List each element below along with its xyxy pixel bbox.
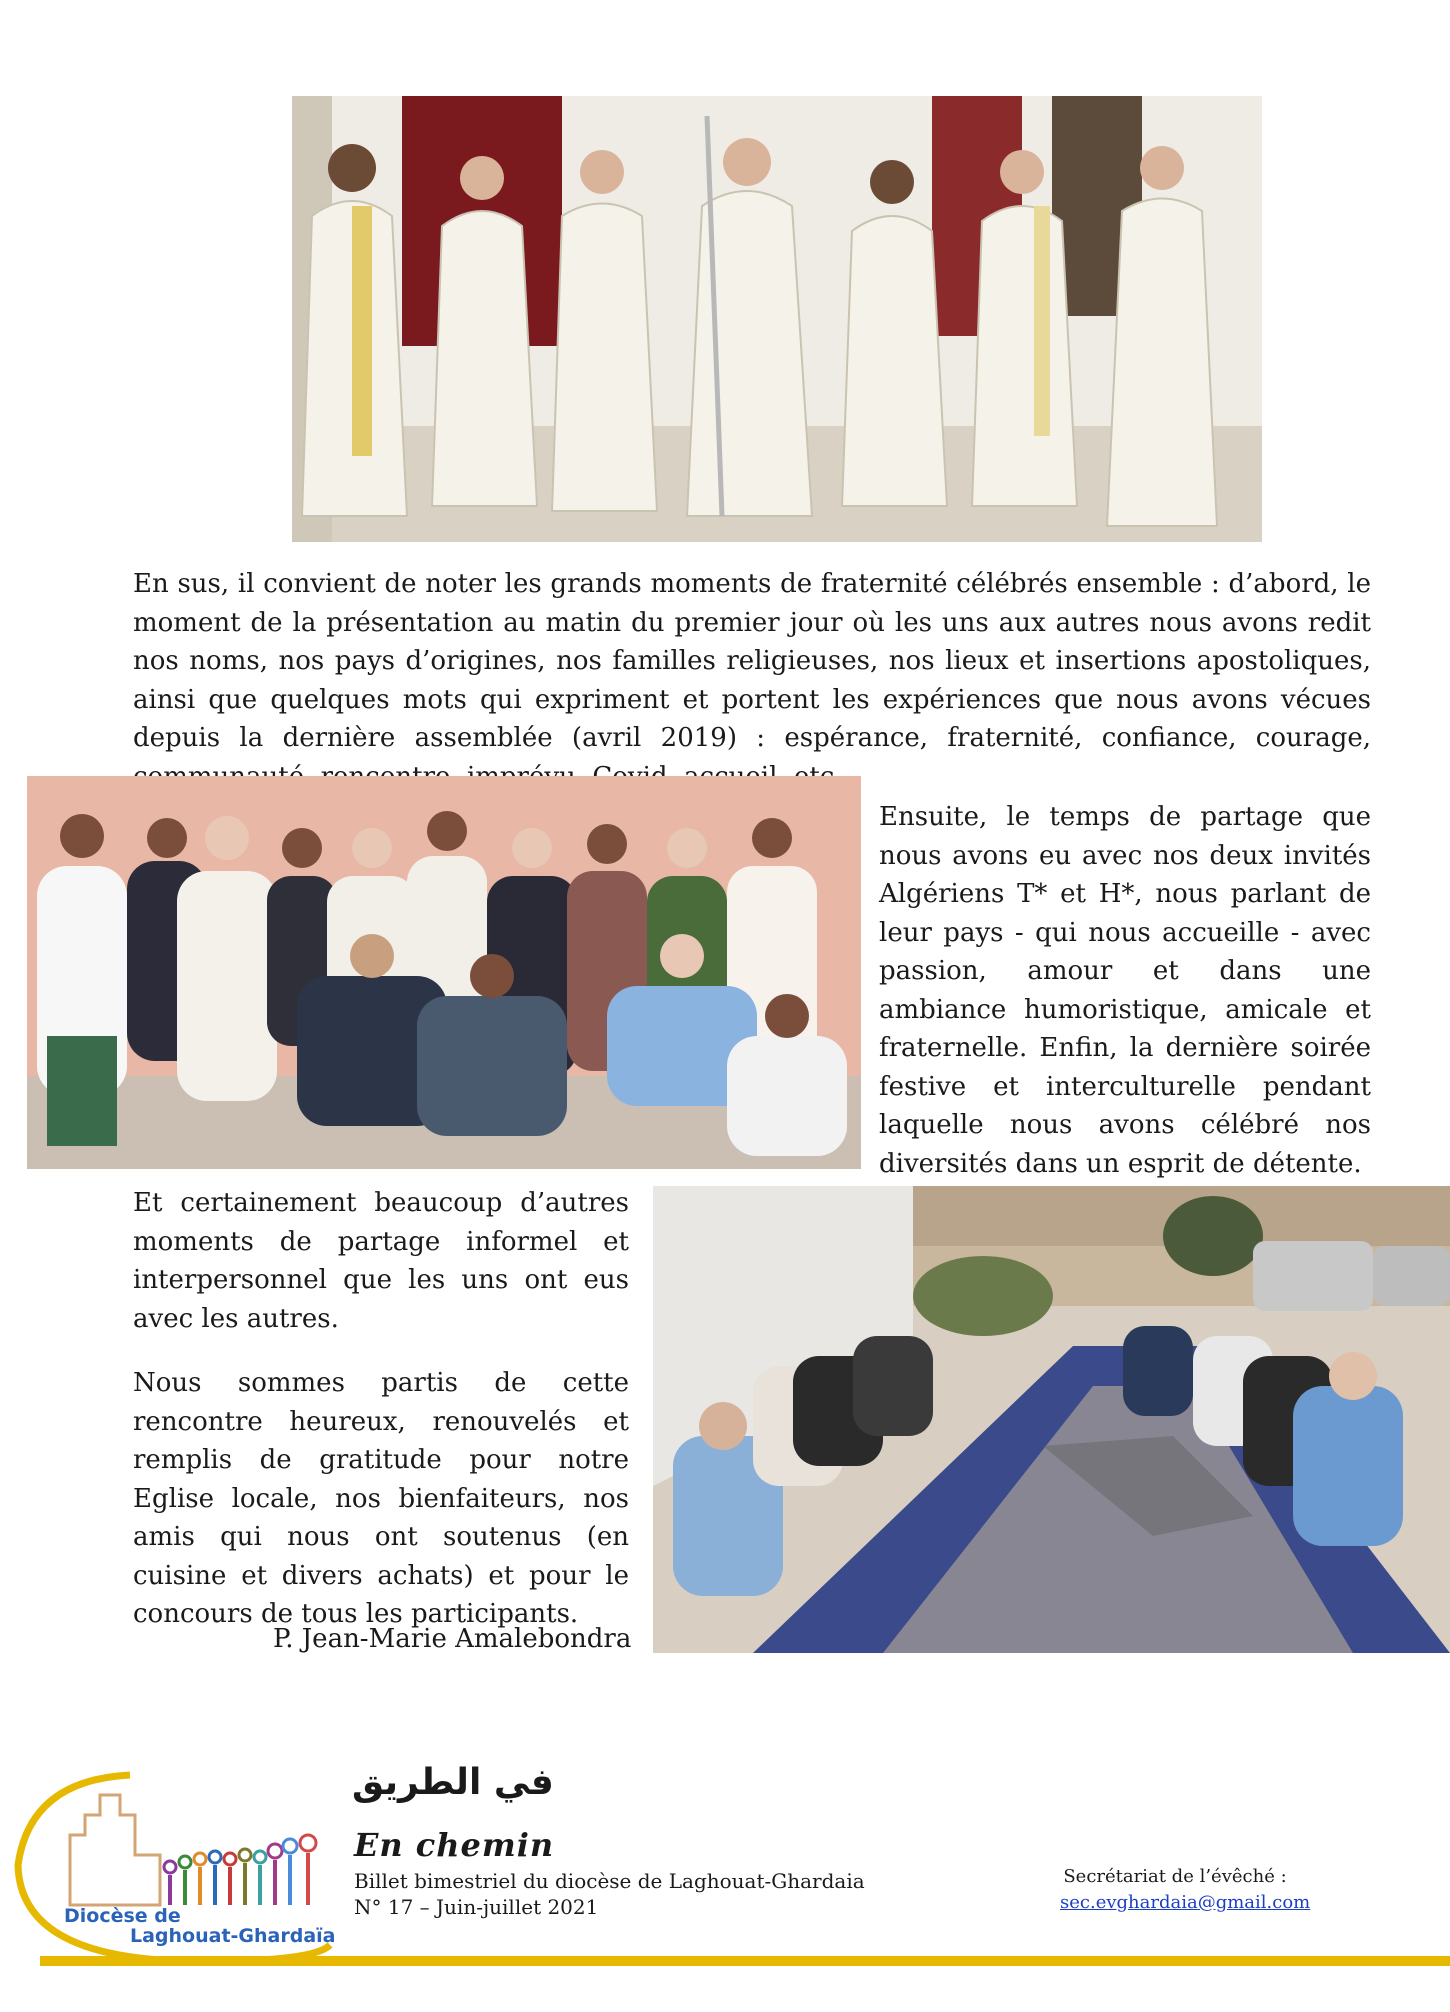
logo-text-line-2: Laghouat-Ghardaïa [130, 1925, 336, 1947]
footer-arabic-title: في الطريق [352, 1762, 554, 1803]
footer-title: En chemin [354, 1826, 555, 1864]
photo-outdoor-meal [653, 1186, 1450, 1653]
author-signature: P. Jean-Marie Amalebondra [273, 1624, 632, 1654]
paragraph-conclusion [133, 1364, 629, 1634]
footer-issue: N° 17 – Juin-juillet 2021 [354, 1895, 599, 1919]
contact-label: Secrétariat de l’évêché : [1063, 1866, 1287, 1887]
paragraph-sharing [879, 798, 1371, 1183]
footer-subtitle: Billet bimestriel du diocèse de Laghouat-Ghardaia [354, 1869, 865, 1893]
paragraph-intro [133, 565, 1371, 796]
paragraph-conclusion-text: Nous sommes partis de cette rencontre heureux, renouvelés et remplis de gratitude pour notre Eglise locale, nos bienfaiteurs, nos amis qui nous ont soutenus (en cuisine et divers achats) et pour le concours de tous les participants. [133, 1368, 629, 1629]
paragraph-intro-text: En sus, il convient de noter les grands moments de fraternité célébrés ensemble : d’abord, le moment de la présentation au matin du premier jour où les uns aux autres nous avons redit nos noms, nos pays d’origines, nos familles religieuses, nos lieux et insertions apostoliques, ainsi que quelques mots qui expriment et portent les expériences que nous avons vécues depuis la dernière assemblée (avril 2019) : espérance, fraternité, confiance, courage, [133, 569, 1371, 753]
contact-email-link[interactable]: sec.evghardaia@gmail.com [1060, 1892, 1311, 1913]
footer-contact [1060, 1864, 1311, 1916]
logo-text-line-1: Diocèse de [64, 1905, 181, 1927]
paragraph-sharing-text: Ensuite, le temps de partage que nous avons eu avec nos deux invités Algériens T* et H*, nous parlant de leur pays - qui nous accueille - avec passion, amour et dans une ambiance humoristique, amicale et fraternelle. Enfin, la dernière soirée festive et interculturelle pendant laquelle nous avons célébré nos diversités dans un esprit de détente. [879, 802, 1371, 1179]
footer-accent-bar [40, 1956, 1450, 1966]
diocese-logo [10, 1755, 340, 1965]
photo-assembly-group [27, 776, 861, 1169]
photo-clergy-group [292, 96, 1262, 542]
paragraph-informal-text: Et certainement beaucoup d’autres moments de partage informel et interpersonnel que les uns ont eus avec les autres. [133, 1188, 629, 1334]
paragraph-informal [133, 1184, 629, 1338]
